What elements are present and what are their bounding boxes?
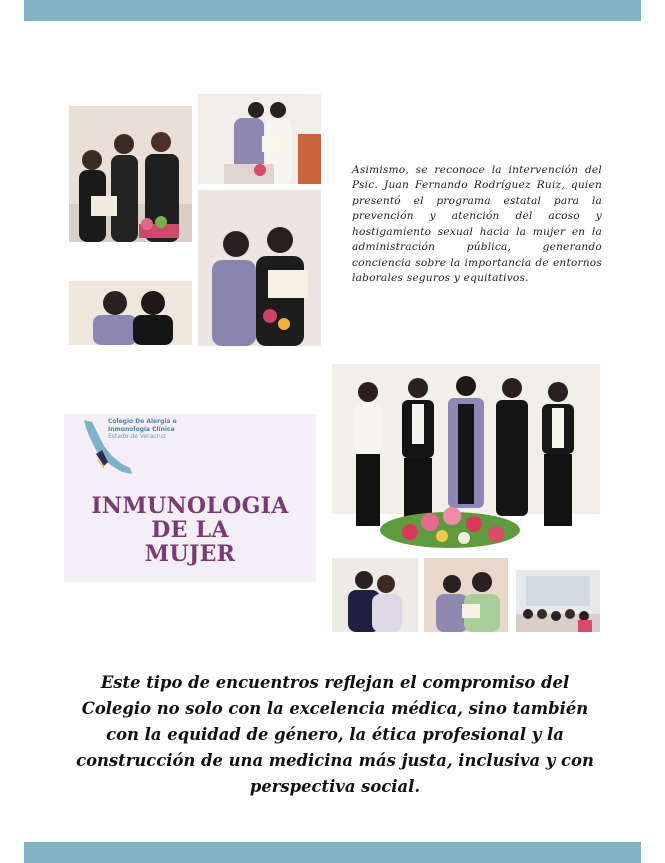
org-line-2: Inmunología Clínica (108, 425, 175, 433)
photo-two-women-certificate (198, 94, 321, 184)
photo-three-attendees (69, 106, 192, 242)
organization-name (108, 418, 218, 441)
org-line-1: Colegio De Alergia e (108, 418, 177, 425)
photo-group-five-women (332, 364, 600, 552)
flyer-title-line-1: INMUNOLOGIA (91, 493, 289, 519)
photo-woman-and-man-small (424, 558, 508, 632)
photo-two-women-diploma (198, 190, 321, 346)
photo-man-and-woman (69, 281, 192, 345)
bottom-color-band (24, 842, 641, 863)
intro-paragraph: Asimismo, se reconoce la intervención del Psic. Juan Fernando Rodríguez Ruiz, quien presentó el programa estatal para la prevención y atención del acoso y hostigamiento sexual hacia la mujer en la administración pública, generando conciencia sobre la importancia de entornos laborales seguros y equitativos. (352, 163, 602, 285)
top-color-band (24, 0, 641, 21)
event-flyer (64, 414, 316, 582)
flyer-title-line-2: DE LA (151, 517, 229, 543)
photo-two-women-small (332, 558, 418, 632)
closing-paragraph: Este tipo de encuentros reflejan el compromiso del Colegio no solo con la excelencia médica, sino también con la equidad de género, la ética profesional y la construcción de una medicina más justa, inclusiva y con perspectiva social. (76, 673, 594, 797)
photo-audience-small (516, 570, 600, 632)
org-line-3: Estado de Veracruz (108, 433, 166, 440)
flyer-title-line-3: MUJER (144, 541, 236, 567)
flyer-title (64, 494, 316, 566)
